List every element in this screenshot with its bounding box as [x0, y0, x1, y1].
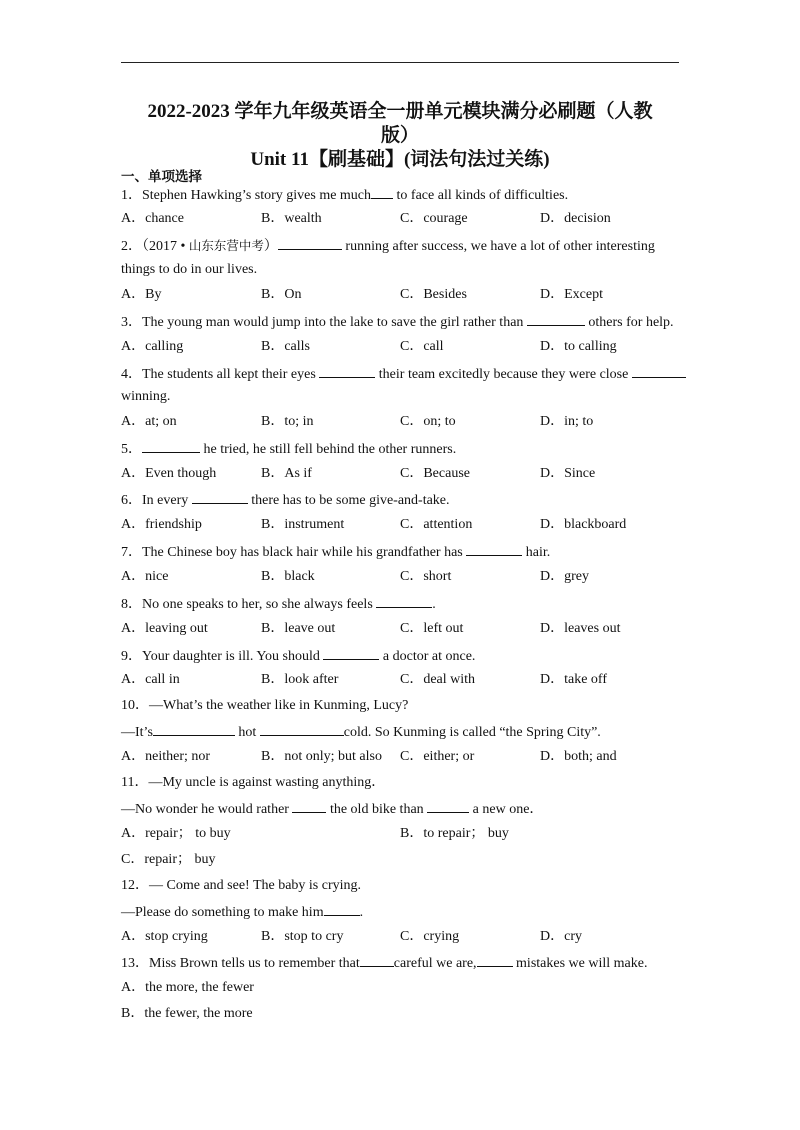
option[interactable]: B．to; in — [261, 414, 314, 429]
option[interactable]: B．to repair； buy — [400, 826, 509, 841]
option[interactable]: A．call in — [121, 672, 180, 687]
option[interactable]: D．blackboard — [540, 517, 627, 532]
option[interactable]: B．black — [261, 569, 315, 584]
option[interactable]: B．instrument — [261, 517, 345, 532]
question-4-cont: winning. — [121, 389, 171, 404]
option[interactable]: D．decision — [540, 211, 611, 226]
option[interactable]: A．at; on — [121, 414, 177, 429]
option[interactable]: C．on; to — [400, 414, 456, 429]
option[interactable]: B．the fewer, the more — [121, 1006, 253, 1021]
question-2-cont: things to do in our lives. — [121, 262, 258, 277]
option[interactable]: C．Because — [400, 466, 470, 481]
option[interactable]: C．Besides — [400, 287, 467, 302]
option[interactable]: D．take off — [540, 672, 607, 687]
option[interactable]: C．call — [400, 339, 444, 354]
question-10: 10．—What’s the weather like in Kunming, Lucy? — [121, 698, 409, 713]
option[interactable]: D．leaves out — [540, 621, 621, 636]
option[interactable]: D．to calling — [540, 339, 617, 354]
question-11-answer-line: —No wonder he would rather the old bike than a new one． — [121, 799, 543, 819]
question-12: 12．— Come and see! The baby is crying. — [121, 878, 362, 893]
question-6: 6．In every there has to be some give-and-take. — [121, 490, 450, 510]
question-1: 1．Stephen Hawking’s story gives me much to face all kinds of difficulties. — [121, 185, 568, 205]
question-10-answer-line: —It’s hot cold. So Kunming is called “the Spring City”. — [121, 722, 601, 742]
option[interactable]: C．short — [400, 569, 452, 584]
question-13: 13．Miss Brown tells us to remember that careful we are, mistakes we will make. — [121, 953, 647, 973]
option[interactable]: D．Since — [540, 466, 596, 481]
doc-title-line1: 2022-2023 学年九年级英语全一册单元模块满分必刷题（人教 — [147, 101, 653, 122]
section-heading: 一、单项选择 — [121, 169, 202, 184]
option[interactable]: A．leaving out — [121, 621, 208, 636]
question-11: 11．—My uncle is against wasting anything． — [121, 775, 386, 790]
option[interactable]: C．crying — [400, 929, 460, 944]
option[interactable]: C．left out — [400, 621, 464, 636]
option[interactable]: C．either; or — [400, 749, 475, 764]
option[interactable]: C．attention — [400, 517, 473, 532]
option[interactable]: A．neither; nor — [121, 749, 211, 764]
option[interactable]: D．both; and — [540, 749, 617, 764]
option[interactable]: A．repair； to buy — [121, 826, 231, 841]
option[interactable]: D．Except — [540, 287, 603, 302]
question-7: 7．The Chinese boy has black hair while his grandfather has hair. — [121, 542, 550, 562]
question-2: 2．（2017 • 山东东营中考） running after success, we have a lot of other interesting — [121, 238, 655, 254]
option[interactable]: D．grey — [540, 569, 589, 584]
option[interactable]: A．stop crying — [121, 929, 208, 944]
option[interactable]: D．cry — [540, 929, 582, 944]
header-rule — [121, 62, 679, 63]
option[interactable]: A．nice — [121, 569, 169, 584]
option[interactable]: C．deal with — [400, 672, 476, 687]
option[interactable]: D．in; to — [540, 414, 594, 429]
option[interactable]: C．courage — [400, 211, 468, 226]
option[interactable]: B．On — [261, 287, 302, 302]
option[interactable]: B．stop to cry — [261, 929, 344, 944]
doc-title-line2: 版） — [380, 125, 419, 146]
option[interactable]: A．friendship — [121, 517, 202, 532]
question-8: 8．No one speaks to her, so she always feels . — [121, 594, 436, 614]
question-9: 9．Your daughter is ill. You should a doctor at once. — [121, 646, 475, 666]
question-3: 3．The young man would jump into the lake to save the girl rather than others for help. — [121, 312, 674, 332]
option[interactable]: B．wealth — [261, 211, 322, 226]
option[interactable]: B．not only; but also — [261, 749, 382, 764]
option[interactable]: C．repair； buy — [121, 852, 216, 867]
option[interactable]: A．Even though — [121, 466, 217, 481]
option[interactable]: A．By — [121, 287, 162, 302]
doc-subtitle: Unit 11【刷基础】(词法句法过关练) — [250, 149, 550, 170]
option[interactable]: B．As if — [261, 466, 312, 481]
option[interactable]: A．chance — [121, 211, 184, 226]
question-4: 4．The students all kept their eyes their team excitedly because they were close — [121, 364, 686, 384]
question-12-answer-line: —Please do something to make him . — [121, 902, 363, 922]
option[interactable]: B．calls — [261, 339, 310, 354]
question-5: 5． he tried, he still fell behind the other runners. — [121, 439, 456, 459]
option[interactable]: A．calling — [121, 339, 184, 354]
option[interactable]: B．look after — [261, 672, 339, 687]
option[interactable]: A．the more, the fewer — [121, 980, 254, 995]
option[interactable]: B．leave out — [261, 621, 336, 636]
